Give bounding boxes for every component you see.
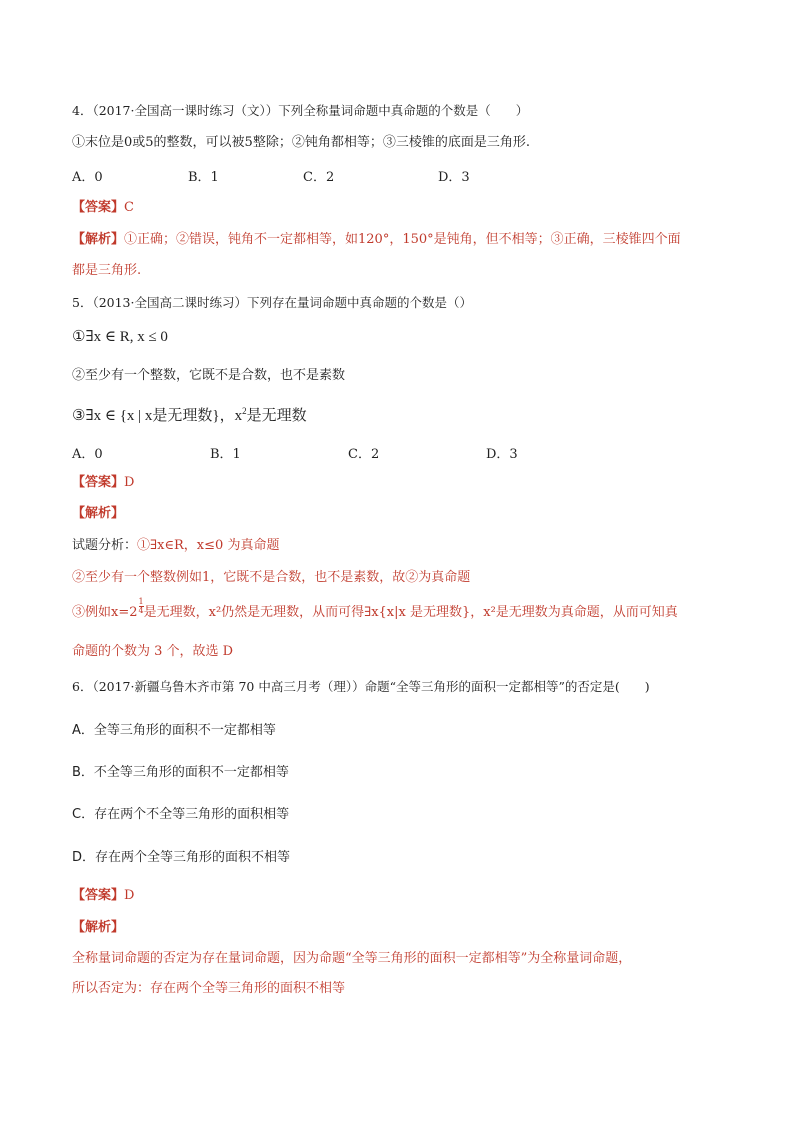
q6-analysis-line1: 全称量词命题的否定为存在量词命题，因为命题“全等三角形的面积一定都相等”为全称量词命题， <box>72 951 632 966</box>
q4-option-a: A．0 <box>72 170 103 185</box>
q5-item3 <box>72 402 307 425</box>
answer-tag: 【答案】 <box>72 475 125 490</box>
q4-option-d: D．3 <box>438 170 470 185</box>
q5-option-d: D．3 <box>486 447 518 462</box>
answer-tag: 【答案】 <box>72 200 125 215</box>
q4-option-b: B．1 <box>188 170 219 185</box>
answer-tag: 【答案】 <box>72 888 125 903</box>
fraction-numerator: 1 <box>138 597 144 606</box>
q6-option-d: D．存在两个全等三角形的面积不相等 <box>72 850 291 865</box>
q5-option-c: C．2 <box>348 447 380 462</box>
q5-item2: ②至少有一个整数，它既不是合数，也不是素数 <box>72 368 346 383</box>
analysis-text-a: ③例如x= <box>72 605 130 620</box>
analysis-text: ①∃x∈R，x≤0 为真命题 <box>137 538 280 553</box>
q5-answer <box>72 474 134 492</box>
answer-value: C <box>124 200 134 215</box>
q4-analysis-line1 <box>72 231 681 249</box>
q4-answer <box>72 199 134 217</box>
q5-item1: ①∃x ∈ R, x ≤ 0 <box>72 329 168 345</box>
q4-items: ①末位是0或5的整数，可以被5整除；②钝角都相等；③三棱锥的底面是三角形. <box>72 135 530 150</box>
analysis-tag: 【解析】 <box>72 920 125 935</box>
q5-analysis-tag-line <box>72 505 124 523</box>
q4-stem: 4．（2017·全国高一课时练习（文））下列全称量词命题中真命题的个数是（ ） <box>72 103 529 118</box>
q5-item3-part-b: 是无理数 <box>246 408 307 424</box>
analysis-text: ①正确；②错误，钝角不一定都相等，如120°，150°是钝角，但不相等；③正确，三棱锥四个面 <box>124 232 681 247</box>
q6-answer <box>72 887 134 905</box>
power-exponent-fraction <box>139 598 144 615</box>
analysis-tag: 【解析】 <box>72 232 125 247</box>
q5-analysis-line2: ②至少有一个整数例如1，它既不是合数，也不是素数，故②为真命题 <box>72 570 471 585</box>
q6-option-a: A．全等三角形的面积不一定都相等 <box>72 723 276 738</box>
q6-analysis-line2: 所以否定为：存在两个全等三角形的面积不相等 <box>72 981 346 996</box>
analysis-tag: 【解析】 <box>72 506 125 521</box>
q5-option-a: A．0 <box>72 447 103 462</box>
q6-analysis-tag-line <box>72 919 124 937</box>
q6-option-b: B．不全等三角形的面积不一定都相等 <box>72 765 289 780</box>
analysis-intro: 试题分析： <box>72 538 138 553</box>
q5-analysis-line4: 命题的个数为 3 个，故选 D <box>72 644 234 659</box>
q4-option-c: C．2 <box>303 170 335 185</box>
q6-option-c: C．存在两个不全等三角形的面积相等 <box>72 807 290 822</box>
q5-item3-part-a: ③∃x ∈ {x | x是无理数}，x <box>72 408 243 424</box>
q5-option-b: B．1 <box>210 447 241 462</box>
answer-value: D <box>124 475 135 490</box>
q6-stem: 6．（2017·新疆乌鲁木齐市第 70 中高三月考（理））命题“全等三角形的面积一定都相等”的否定是( ) <box>72 679 650 694</box>
analysis-text-b: 是无理数，x²仍然是无理数，从而可得∃x{x|x 是无理数}，x²是无理数为真命题，从而可知真 <box>143 605 678 620</box>
power-base: 2 <box>129 605 138 620</box>
q5-analysis-line3 <box>72 597 678 622</box>
q5-stem: 5．（2013·全国高二课时练习）下列存在量词命题中真命题的个数是（） <box>72 295 472 310</box>
fraction-denominator: 4 <box>138 606 144 615</box>
q5-item3-exponent: 2 <box>242 406 247 416</box>
q4-analysis-line2: 都是三角形. <box>72 263 142 278</box>
answer-value: D <box>124 888 135 903</box>
q5-analysis-line1 <box>72 537 279 555</box>
